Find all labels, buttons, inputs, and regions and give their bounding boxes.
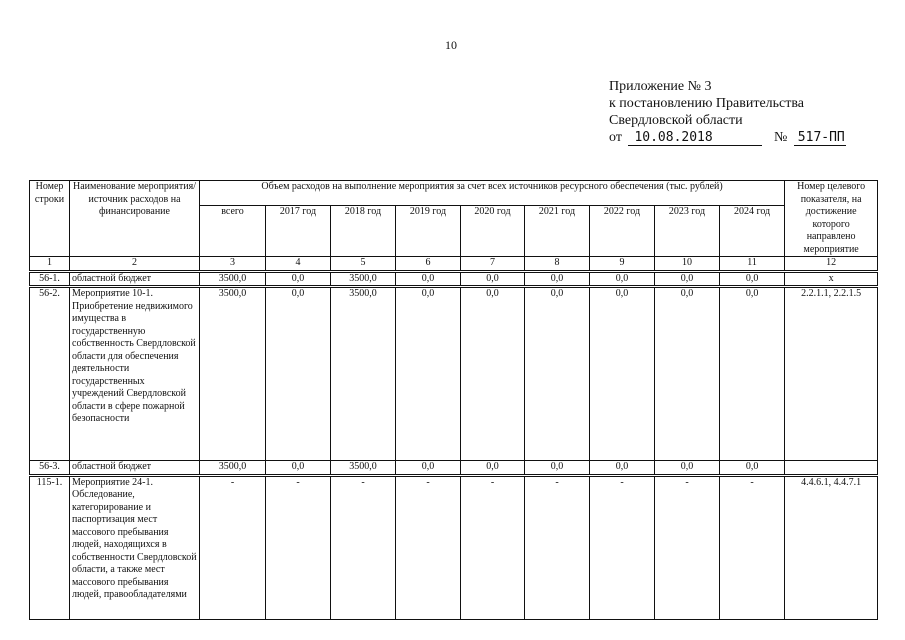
col-number: 8 [525,257,590,272]
column-number-row [30,257,878,272]
row-target: 4.4.6.1, 4.4.7.1 [785,475,878,619]
row-value: - [331,475,396,619]
row-value: 0,0 [525,287,590,461]
row-value: 0,0 [396,461,461,476]
header-year-2024: 2024 год [720,206,785,257]
header-measure-name: Наименование мероприятия/источник расходов на финансирование [70,181,200,257]
row-value: 3500,0 [331,461,396,476]
appendix-block [609,78,846,146]
appendix-date-row [609,129,846,146]
header-year-2023: 2023 год [655,206,720,257]
row-value: 0,0 [525,461,590,476]
row-value: 0,0 [590,461,655,476]
row-value: - [655,475,720,619]
table-row [30,461,878,476]
decree-number: 517-ПП [794,131,846,146]
row-value: 0,0 [266,271,331,287]
row-value: - [525,475,590,619]
row-name: областной бюджет [70,271,200,287]
header-row-number: Номер строки [30,181,70,257]
header-year-2020: 2020 год [461,206,525,257]
row-value: 0,0 [461,461,525,476]
header-target-indicator: Номер целевого показателя, на достижение которого направлено мероприятие [785,181,878,257]
col-number: 12 [785,257,878,272]
row-number: 115-1. [30,475,70,619]
date-label: от [609,130,622,145]
appendix-decree-ref: к постановлению Правительства [609,96,805,111]
row-value: 0,0 [590,287,655,461]
expenses-table [29,180,878,620]
appendix-title: Приложение № 3 [609,79,712,94]
row-value: - [720,475,785,619]
header-year-2018: 2018 год [331,206,396,257]
col-number: 10 [655,257,720,272]
row-target [785,461,878,476]
row-value: 0,0 [655,271,720,287]
row-number: 56-2. [30,287,70,461]
row-value: 0,0 [461,271,525,287]
appendix-region: Свердловской области [609,113,743,128]
row-value: - [590,475,655,619]
number-label: № [773,130,788,145]
row-value: 3500,0 [200,461,266,476]
row-name: Мероприятие 10-1. Приобретение недвижимого имущества в государственную собственность Свердловской области для обеспечения деятельности государственных учреждений Свердловской области в сфере пожарной безопасности [70,287,200,461]
row-value: 0,0 [720,461,785,476]
col-number: 11 [720,257,785,272]
col-number: 3 [200,257,266,272]
col-number: 1 [30,257,70,272]
decree-date: 10.08.2018 [628,131,762,146]
row-value: 0,0 [525,271,590,287]
row-value: 0,0 [720,271,785,287]
row-name: областной бюджет [70,461,200,476]
page-number: 10 [445,38,457,52]
table-row [30,271,878,287]
row-number: 56-1. [30,271,70,287]
header-year-2021: 2021 год [525,206,590,257]
row-target: 2.2.1.1, 2.2.1.5 [785,287,878,461]
header-year-2019: 2019 год [396,206,461,257]
col-number: 6 [396,257,461,272]
header-year-2017: 2017 год [266,206,331,257]
row-value: 3500,0 [331,271,396,287]
row-value: 0,0 [396,271,461,287]
row-value: - [461,475,525,619]
header-expenses: Объем расходов на выполнение мероприятия за счет всех источников ресурсного обеспечения (тыс. рублей) [200,181,785,206]
row-target: x [785,271,878,287]
col-number: 7 [461,257,525,272]
col-number: 9 [590,257,655,272]
header-total: всего [200,206,266,257]
row-number: 56-3. [30,461,70,476]
row-value: 0,0 [655,287,720,461]
table-row [30,475,878,619]
header-year-2022: 2022 год [590,206,655,257]
col-number: 2 [70,257,200,272]
col-number: 4 [266,257,331,272]
row-value: - [200,475,266,619]
row-value: 0,0 [396,287,461,461]
row-value: 0,0 [720,287,785,461]
row-value: - [396,475,461,619]
row-value: 3500,0 [200,287,266,461]
row-value: 0,0 [461,287,525,461]
row-value: 0,0 [590,271,655,287]
row-value: 3500,0 [200,271,266,287]
row-value: 0,0 [266,287,331,461]
row-value: - [266,475,331,619]
row-value: 0,0 [655,461,720,476]
col-number: 5 [331,257,396,272]
row-value: 3500,0 [331,287,396,461]
row-name: Мероприятие 24-1. Обследование, категорирование и паспортизация мест массового пребывания людей, находящихся в собственности Свердловской области, а также мест массового пребывания людей, правообладателями [70,475,200,619]
table-row [30,287,878,461]
row-value: 0,0 [266,461,331,476]
